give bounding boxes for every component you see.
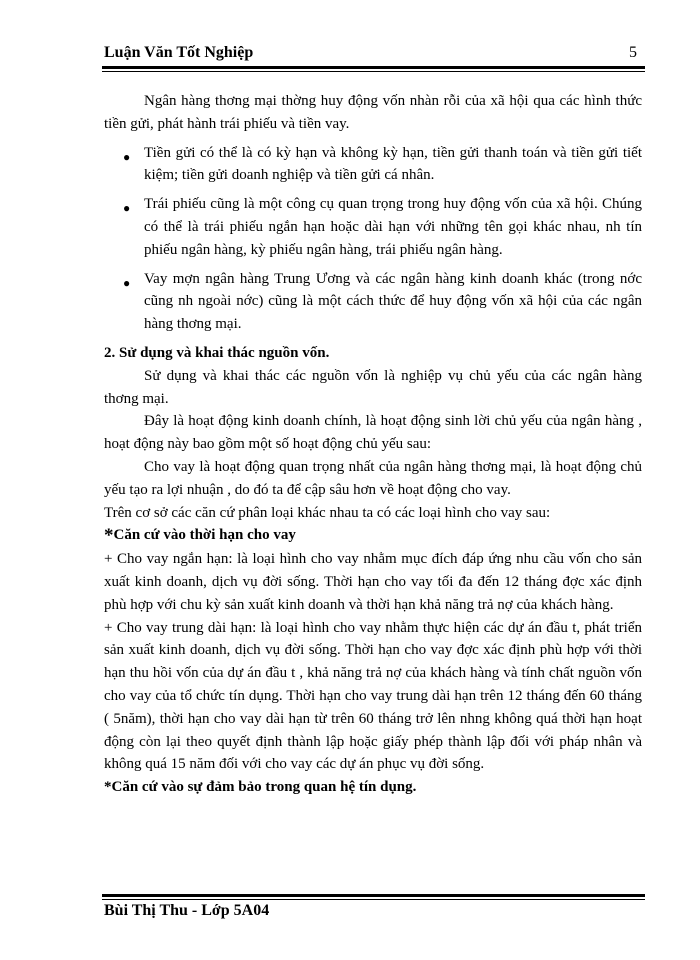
subheading-loan-term-text: Căn cứ vào thời hạn cho vay — [113, 527, 296, 544]
footer-rule-thick — [102, 894, 645, 897]
bullet-text: Vay mợn ngân hàng Trung Ương và các ngân hàng kinh doanh khác (trong nớc cũng nh ngoài nớc) cũng là một cách thức để huy động vốn xã hội của các ngân hàng thơng mại. — [144, 270, 642, 333]
short-term-loan-paragraph: + Cho vay ngắn hạn: là loại hình cho vay nhằm mục đích đáp ứng nhu cầu vốn cho sản xuất kinh doanh, dịch vụ đời sống. Thời hạn cho vay tối đa đến 12 tháng đợc xác định phù hợp với chu kỳ sản xuất kinh doanh và thời hạn khả năng trả nợ của khách hàng. — [104, 551, 642, 613]
section-2-paragraph-3: Cho vay là hoạt động quan trọng nhất của ngân hàng thơng mại, là hoạt động chủ yếu tạo ra lợi nhuận , do đó ta để cập sâu hơn về hoạt động cho vay. — [104, 458, 642, 498]
subheading-loan-term — [104, 524, 642, 548]
bullet-item — [104, 142, 642, 188]
page-number: 5 — [629, 44, 637, 61]
bullet-dot-icon: ● — [123, 201, 131, 216]
bullet-item — [104, 193, 642, 261]
document-body — [104, 90, 642, 799]
section-2-paragraph-2: Đây là hoạt động kinh doanh chính, là hoạt động sinh lời chủ yếu của ngân hàng , hoạt động này bao gồm một số hoạt động chủ yếu sau: — [104, 413, 642, 453]
bullet-text: Trái phiếu cũng là một công cụ quan trọng trong huy động vốn của xã hội. Chúng có thể là trái phiếu ngắn hạn hoặc dài hạn với những tên gọi khác nhau, nh tín phiếu ngân hàng, kỳ phiếu ngân hàng, trái phiếu ngân hàng. — [144, 196, 642, 258]
bullet-dot-icon: ● — [123, 275, 131, 290]
header-rule-thin — [102, 71, 645, 72]
header-title: Luận Văn Tốt Nghiệp — [104, 44, 254, 61]
section-2-paragraph-1: Sử dụng và khai thác các nguồn vốn là nghiệp vụ chủ yếu của các ngân hàng thơng mại. — [104, 367, 642, 407]
subheading-collateral: *Căn cứ vào sự đảm bảo trong quan hệ tín dụng. — [104, 779, 417, 796]
bullet-item — [104, 268, 642, 336]
medium-long-term-loan-paragraph: + Cho vay trung dài hạn: là loại hình cho vay nhằm thực hiện các dự án đầu t, phát triển sản xuất kinh doanh, dịch vụ đời sống. Thời hạn cho vay đợc xác định phù hợp với thời hạn thu hồi vốn của dự án đầu t , khả năng trả nợ của khách hàng và tính chất nguồn vốn cho vay của tổ chức tín dụng. Thời hạn cho vay trung dài hạn trên 12 tháng đến 60 tháng ( 5năm), thời hạn cho vay dài hạn từ trên 60 tháng trở lên nhng không quá thời hạn hoạt động còn lại theo quyết định thành lập hoặc giấy phép thành lập đối với pháp nhân và không quá 15 năm đối với cho vay các dự án phục vụ đời sống. — [104, 619, 642, 773]
footer-author: Bùi Thị Thu - Lớp 5A04 — [104, 902, 270, 919]
section-2-paragraph-4: Trên cơ sở các căn cứ phân loại khác nhau ta có các loại hình cho vay sau: — [104, 504, 551, 521]
footer-rule-thin — [102, 899, 645, 900]
bullet-text: Tiền gửi có thể là có kỳ hạn và không kỳ hạn, tiền gửi thanh toán và tiền gửi tiết kiệm; tiền gửi doanh nghiệp và tiền gửi cá nhân. — [144, 144, 642, 184]
intro-paragraph: Ngân hàng thơng mại thờng huy động vốn nhàn rỗi của xã hội qua các hình thức tiền gửi, phát hành trái phiếu và tiền vay. — [104, 93, 642, 132]
section-2-heading: 2. Sử dụng và khai thác nguồn vốn. — [104, 344, 330, 361]
bullet-dot-icon: ● — [123, 149, 131, 164]
bullet-list — [104, 142, 642, 336]
header-rule-thick — [102, 66, 645, 69]
asterisk: * — [104, 525, 114, 547]
